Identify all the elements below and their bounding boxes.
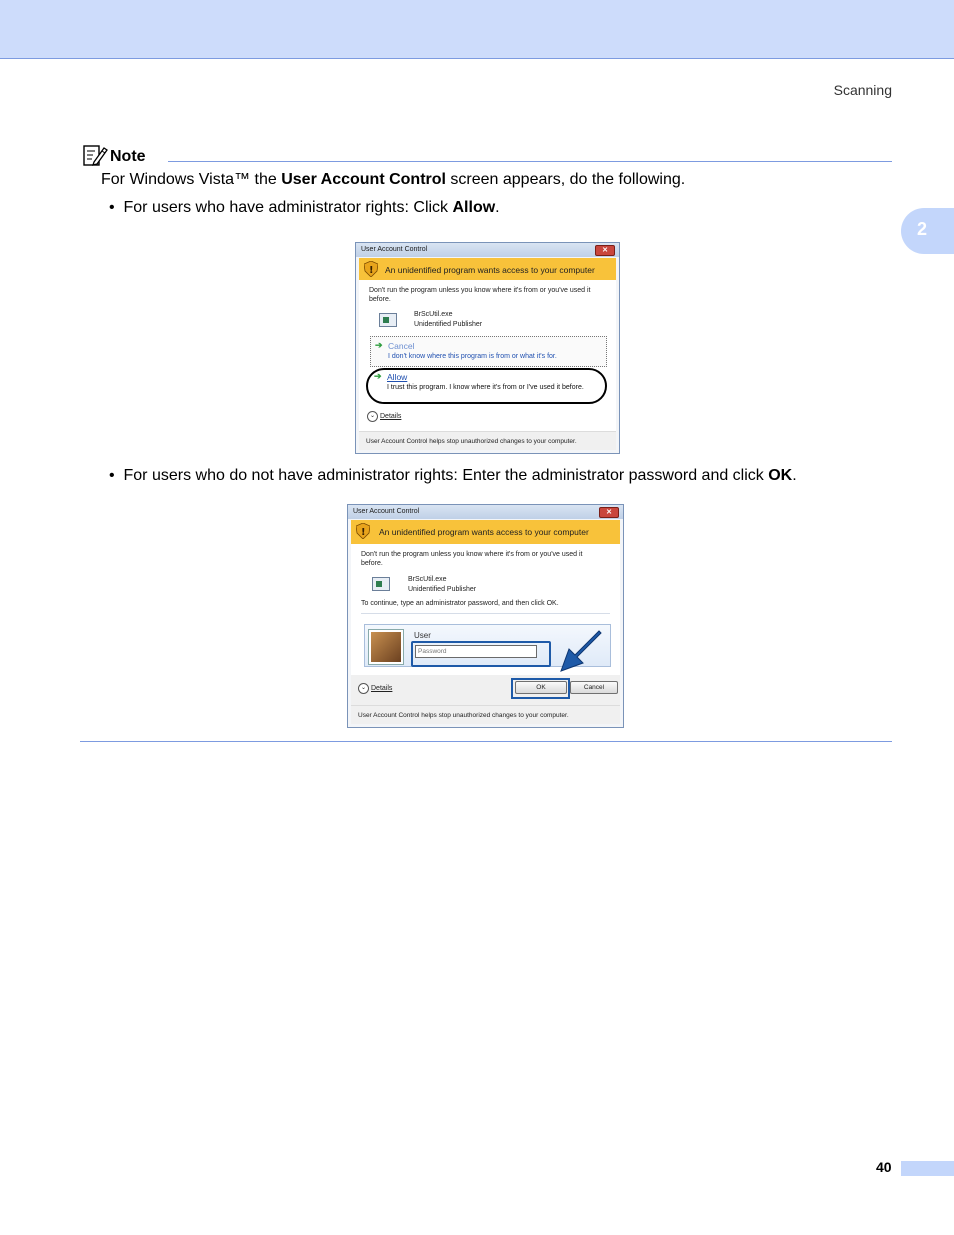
note-intro: For Windows Vista™ the User Account Control screen appears, do the following.: [101, 171, 686, 188]
uac-dialog-admin: [355, 242, 620, 454]
note-pencil-icon: [82, 144, 108, 168]
dialog-title: User Account Control: [353, 508, 420, 515]
svg-text:!: !: [369, 265, 374, 276]
svg-text:!: !: [361, 527, 366, 538]
dialog-body: Don't run the program unless you know where it's from or you've used it before. BrScUtil.exe Unidentified Publisher ➔ Cancel I don't know where this program is from or what it's for. ➔ Allow I trust this program. I know where it's from or I've used it before. ⌄ Details: [359, 280, 616, 431]
program-icon: [379, 313, 397, 327]
banner-text: An unidentified program wants access to your computer: [385, 265, 595, 275]
note-label: Note: [110, 148, 146, 165]
dialog-title-bar: [356, 243, 619, 257]
password-input[interactable]: [415, 645, 537, 658]
chevron-down-icon[interactable]: ⌄: [358, 683, 369, 694]
bullet-dot: •: [109, 199, 124, 216]
chapter-number: 2: [917, 219, 928, 239]
cancel-option[interactable]: ➔ Cancel I don't know where this program is from or what it's for.: [370, 336, 607, 367]
page-number: 40: [876, 1159, 892, 1175]
details-link[interactable]: Details: [380, 413, 402, 420]
green-arrow-icon: ➔: [374, 371, 382, 381]
bullet-user: • For users who do not have administrator rights: Enter the administrator password and click OK.: [109, 467, 797, 484]
program-icon: [372, 577, 390, 591]
note-end-divider: [80, 741, 892, 742]
ok-button[interactable]: OK: [515, 681, 567, 694]
dialog-footer: User Account Control helps stop unauthorized changes to your computer.: [359, 431, 616, 450]
dialog-body: Don't run the program unless you know where it's from or you've used it before. BrScUtil.exe Unidentified Publisher To continue, type an administrator password, and then click OK. User Password: [351, 544, 620, 675]
publisher-name: Unidentified Publisher: [408, 586, 477, 593]
allow-option[interactable]: ➔ Allow I trust this program. I know where it's from or I've used it before.: [374, 371, 584, 391]
uac-dialog-user: [347, 504, 624, 728]
publisher-name: Unidentified Publisher: [414, 321, 483, 328]
note-divider: [168, 161, 892, 162]
highlight-ellipse: [366, 368, 607, 404]
user-name: User: [414, 631, 431, 640]
chevron-down-icon[interactable]: ⌄: [367, 411, 378, 422]
button-row: [351, 675, 620, 705]
dialog-title: User Account Control: [361, 246, 428, 253]
bullet-admin: • For users who have administrator rights: Click Allow.: [109, 199, 500, 216]
dialog-footer: User Account Control helps stop unauthorized changes to your computer.: [351, 705, 620, 724]
arrow-pointer-icon: [557, 629, 605, 675]
program-name: BrScUtil.exe: [408, 576, 447, 583]
instruction-text: To continue, type an administrator password, and then click OK.: [361, 600, 559, 607]
warning-banner: [359, 258, 616, 280]
bullet-dot: •: [109, 467, 124, 484]
chapter-tab: [901, 208, 954, 254]
close-icon[interactable]: ✕: [595, 245, 615, 256]
user-avatar: [369, 630, 403, 664]
green-arrow-icon: ➔: [375, 340, 383, 350]
banner-text: An unidentified program wants access to your computer: [379, 527, 589, 537]
details-link[interactable]: Details: [371, 685, 393, 692]
section-title: Scanning: [833, 82, 892, 98]
close-icon[interactable]: ✕: [599, 507, 619, 518]
cancel-button[interactable]: Cancel: [570, 681, 618, 694]
divider: [361, 613, 610, 614]
shield-warning-icon: [364, 261, 378, 277]
page-number-bar: [901, 1161, 954, 1176]
dialog-title-bar: [348, 505, 623, 519]
program-name: BrScUtil.exe: [414, 311, 453, 318]
shield-warning-icon: [356, 523, 370, 539]
warning-banner: [351, 520, 620, 544]
header-band: [0, 0, 954, 59]
